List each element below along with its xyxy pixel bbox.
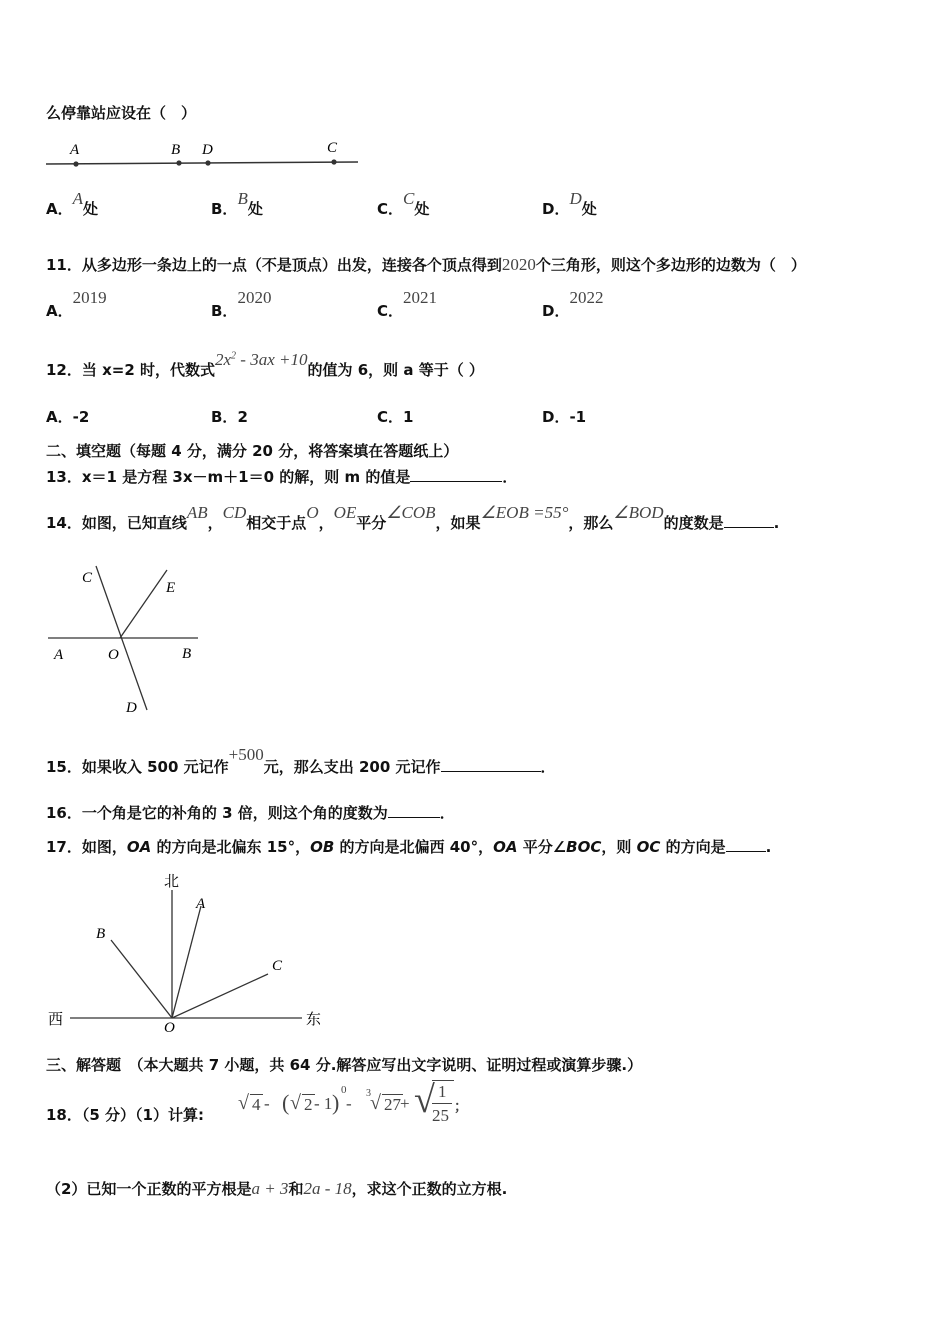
q10-point-d — [205, 160, 210, 165]
q18-part2: （2）已知一个正数的平方根是a + 3和2a - 18，求这个正数的立方根. — [46, 1179, 508, 1198]
q10-option-b[interactable]: B．B处 — [211, 189, 263, 218]
q17-ray-ob — [111, 940, 172, 1018]
q10-point-c — [331, 159, 336, 164]
q17-ray-oa — [172, 906, 201, 1018]
q12-option-c[interactable]: C．1 — [377, 408, 414, 426]
q10-label-a: A — [70, 142, 80, 158]
q17-label-north: 北 — [164, 872, 180, 890]
q10-label-c: C — [327, 140, 338, 156]
q17-ray-oc — [172, 974, 268, 1018]
q14-label-c: C — [82, 570, 93, 586]
q10-option-a[interactable]: A．A处 — [46, 189, 99, 218]
q16-answer-blank[interactable] — [388, 803, 440, 818]
q14-label-o: O — [108, 647, 119, 663]
q14-ray-oe — [120, 570, 167, 638]
q12-option-d[interactable]: D．-1 — [542, 408, 587, 426]
section-3-heading: 三、解答题 （本大题共 7 小题，共 64 分.解答应写出文字说明、证明过程或演算步骤.） — [46, 1056, 643, 1074]
q10-label-b: B — [171, 142, 181, 158]
q11-option-d[interactable]: D．2022 — [542, 288, 604, 320]
q14-answer-blank[interactable] — [724, 513, 774, 528]
section-2-heading: 二、填空题（每题 4 分，满分 20 分，将答案填在答题纸上） — [46, 442, 459, 460]
q17-label-c: C — [272, 958, 283, 974]
q14-label-d: D — [126, 700, 137, 716]
q12-option-b[interactable]: B．2 — [211, 408, 248, 426]
q17-label-b: B — [96, 926, 106, 942]
q11-stem: 11．从多边形一条边上的一点（不是顶点）出发，连接各个顶点得到2020个三角形，则这个多边形的边数为（ ） — [46, 255, 806, 274]
q10-label-d: D — [202, 142, 213, 158]
q18-part1-label: 18．（5 分）（1）计算: — [46, 1106, 204, 1124]
q14-label-a: A — [54, 647, 64, 663]
q10-option-d[interactable]: D．D处 — [542, 189, 597, 218]
q10-number-line — [44, 138, 364, 172]
q16-stem: 16．一个角是它的补角的 3 倍，则这个角的度数为 ． — [46, 804, 455, 822]
q15-stem: 15．如果收入 500 元记作+500元，那么支出 200 元记作 ． — [46, 745, 556, 776]
q17-figure — [44, 866, 334, 1036]
q17-stem: 17．如图，OA 的方向是北偏东 15°，OB 的方向是北偏西 40°，OA 平分∠BOC，则 OC 的方向是 . — [46, 838, 772, 856]
q14-stem: 14．如图，已知直线AB，CD相交于点O，OE平分∠COB，如果∠EOB =55°，那么∠BOD的度数是 . — [46, 503, 780, 532]
q10-point-a — [73, 161, 78, 166]
q13-answer-blank[interactable] — [410, 467, 502, 482]
q13-stem: 13．x＝1 是方程 3x－m＋1＝0 的解，则 m 的值是 ． — [46, 468, 518, 486]
q12-stem: 12．当 x=2 时，代数式$2x^2 - 3ax +10$的值为 6，则 a 等于（ ） — [46, 350, 484, 379]
q10-stem: 么停靠站应设在（ ） — [46, 104, 197, 122]
q12-expression: $2x^2 - 3ax +10$ — [215, 350, 308, 369]
q11-option-c[interactable]: C．2021 — [377, 288, 438, 320]
q11-option-a[interactable]: A．2019 — [46, 288, 107, 320]
q14-label-b: B — [182, 646, 192, 662]
q17-answer-blank[interactable] — [726, 837, 766, 852]
q17-label-a: A — [196, 896, 206, 912]
q14-label-e: E — [166, 580, 176, 596]
q10-option-c[interactable]: C．C处 — [377, 189, 430, 218]
q15-answer-blank[interactable] — [441, 757, 541, 772]
q10-point-b — [176, 160, 181, 165]
q10-line — [46, 162, 358, 164]
q17-label-o: O — [164, 1020, 175, 1036]
q17-label-east: 东 — [306, 1010, 322, 1028]
q11-option-b[interactable]: B．2020 — [211, 288, 272, 320]
q12-option-a[interactable]: A．-2 — [46, 408, 90, 426]
q17-label-west: 西 — [48, 1010, 64, 1028]
q14-figure — [46, 562, 206, 720]
